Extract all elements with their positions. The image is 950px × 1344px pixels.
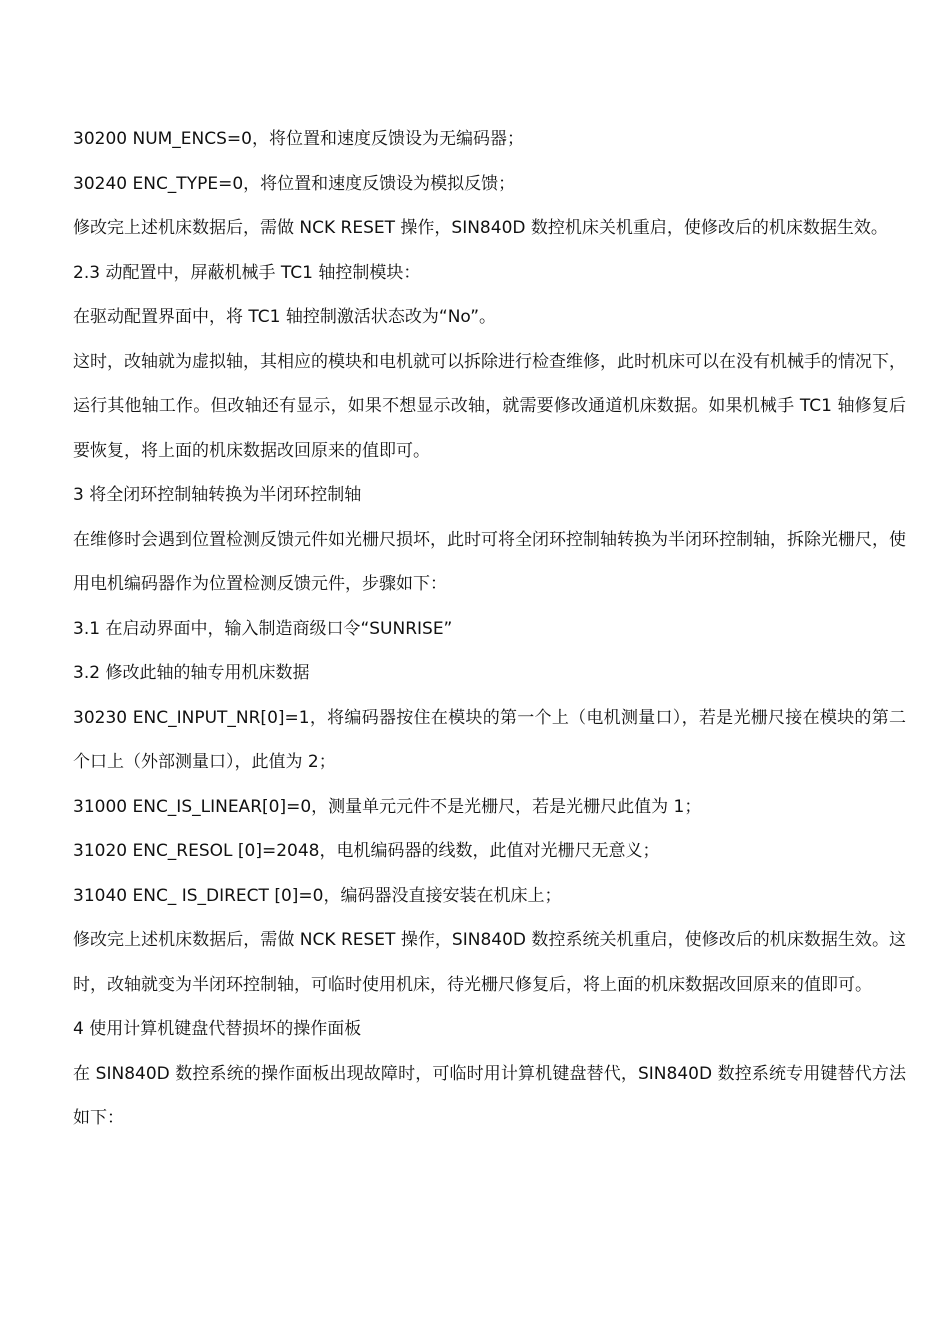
paragraph-enc-is-direct: 31040 ENC_ IS_DIRECT [0]=0，编码器没直接安装在机床上； <box>73 885 562 906</box>
paragraph-enc-type: 30240 ENC_TYPE=0，将位置和速度反馈设为模拟反馈； <box>73 173 516 194</box>
heading-2-3: 2.3 动配置中，屏蔽机械手 TC1 轴控制模块： <box>73 262 421 283</box>
paragraph-drive-config: 在驱动配置界面中，将 TC1 轴控制激活状态改为“No”。 <box>73 307 497 327</box>
paragraph-enc-input-nr: 30230 ENC_INPUT_NR[0]=1，将编码器按住在模块的第一个上（电机测量口），若是光栅尺接在模块的第二个口上（外部测量口），此值为 2； <box>73 707 906 772</box>
paragraph-nck-reset-1: 修改完上述机床数据后，需做 NCK RESET 操作，SIN840D 数控机床关机重启，使修改后的机床数据生效。 <box>73 218 888 238</box>
heading-4: 4 使用计算机键盘代替损坏的操作面板 <box>73 1019 362 1039</box>
paragraph-nck-reset-2: 修改完上述机床数据后，需做 NCK RESET 操作，SIN840D 数控系统关机重启，使修改后的机床数据生效。这时，改轴就变为半闭环控制轴，可临时使用机床，待光栅尺修复后，将上面的机床数据改回原来的值即可。 <box>73 930 906 995</box>
paragraph-closed-loop: 在维修时会遇到位置检测反馈元件如光栅尺损坏，此时可将全闭环控制轴转换为半闭环控制轴，拆除光栅尺，使用电机编码器作为位置检测反馈元件，步骤如下： <box>73 529 906 594</box>
heading-3-1: 3.1 在启动界面中，输入制造商级口令“SUNRISE” <box>73 618 453 639</box>
paragraph-keyboard: 在 SIN840D 数控系统的操作面板出现故障时，可临时用计算机键盘替代，SIN840D 数控系统专用键替代方法如下： <box>73 1063 906 1128</box>
paragraph-num-encs: 30200 NUM_ENCS=0，将位置和速度反馈设为无编码器； <box>73 129 524 149</box>
paragraph-virtual-axis: 这时，改轴就为虚拟轴，其相应的模块和电机就可以拆除进行检查维修，此时机床可以在没有机械手的情况下，运行其他轴工作。但改轴还有显示，如果不想显示改轴，就需要修改通道机床数据。如果机械手 TC1 轴修复后要恢复，将上面的机床数据改回原来的值即可。 <box>73 351 906 461</box>
heading-3: 3 将全闭环控制轴转换为半闭环控制轴 <box>73 485 362 505</box>
heading-3-2: 3.2 修改此轴的轴专用机床数据 <box>73 663 310 683</box>
document-body <box>73 117 906 1141</box>
paragraph-enc-is-linear: 31000 ENC_IS_LINEAR[0]=0，测量单元元件不是光栅尺，若是光栅尺此值为 1； <box>73 796 702 817</box>
paragraph-enc-resol: 31020 ENC_RESOL [0]=2048，电机编码器的线数，此值对光栅尺无意义； <box>73 841 660 861</box>
